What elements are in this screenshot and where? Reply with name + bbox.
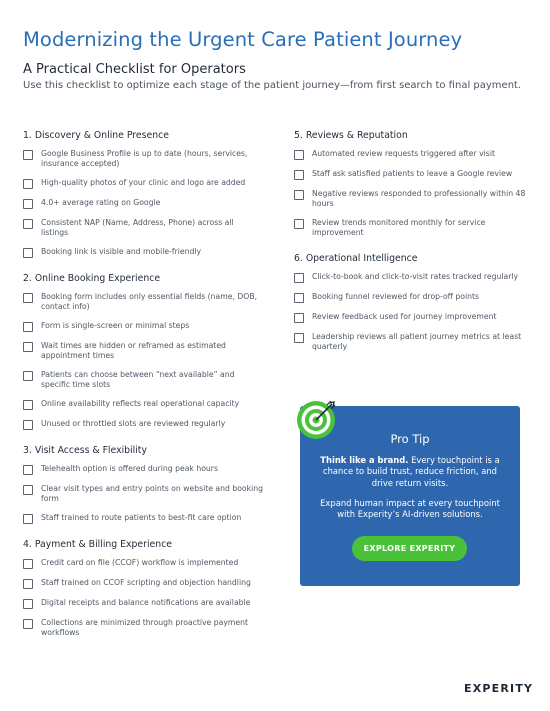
section-heading: 4. Payment & Billing Experience (23, 539, 172, 550)
pro-tip-text (314, 455, 506, 489)
checkbox[interactable] (294, 150, 304, 160)
checkbox[interactable] (23, 420, 33, 430)
target-icon (296, 400, 336, 440)
checklist-item (294, 218, 530, 238)
checklist-section (294, 253, 530, 352)
checklist-section (294, 130, 530, 238)
checkbox[interactable] (294, 190, 304, 200)
experity-logo: EXPERITY (464, 682, 534, 695)
checklist-item-label: Credit card on file (CCOF) workflow is implemented (41, 558, 239, 567)
checklist-item-label: Unused or throttled slots are reviewed regularly (41, 419, 226, 428)
pro-tip-lead-rest: Every touchpoint is a chance to build trust, reduce friction, and drive return visits. (322, 455, 500, 488)
checklist-item (294, 312, 530, 323)
checklist-item-label: Staff trained to route patients to best-fit care option (41, 513, 242, 522)
checklist-item (23, 399, 263, 410)
section-heading: 1. Discovery & Online Presence (23, 130, 169, 141)
checklist-item (23, 598, 263, 609)
checklist-item (23, 370, 263, 390)
checklist-item (23, 341, 263, 361)
checklist-item-label: Digital receipts and balance notifications are available (41, 598, 251, 607)
checkbox[interactable] (23, 322, 33, 332)
checkbox[interactable] (23, 619, 33, 629)
checklist-item (23, 464, 263, 475)
checklist-item-label: Booking funnel reviewed for drop-off points (312, 292, 480, 301)
checklist-item (23, 292, 263, 312)
checklist-item-label: Clear visit types and entry points on website and booking form (41, 484, 263, 503)
checkbox[interactable] (23, 248, 33, 258)
checklist-item-label: Negative reviews responded to professionally within 48 hours (312, 189, 526, 208)
checklist-item-label: Booking form includes only essential fields (name, DOB, contact info) (41, 292, 258, 311)
checklist-item (23, 247, 263, 258)
checkbox[interactable] (23, 400, 33, 410)
checkbox[interactable] (23, 579, 33, 589)
checkbox[interactable] (23, 559, 33, 569)
checklist-item-label: Consistent NAP (Name, Address, Phone) across all listings (41, 218, 234, 237)
checklist-section (23, 445, 263, 524)
checklist-item (23, 218, 263, 238)
checkbox[interactable] (23, 293, 33, 303)
checklist-item-label: Telehealth option is offered during peak hours (41, 464, 218, 473)
section-heading: 5. Reviews & Reputation (294, 130, 408, 141)
checklist-item (23, 198, 263, 209)
checklist-item (294, 292, 530, 303)
checklist-item-label: Review feedback used for journey improvement (312, 312, 497, 321)
checklist-item-label: Leadership reviews all patient journey metrics at least quarterly (312, 332, 522, 351)
checklist-item-label: Online availability reflects real operational capacity (41, 399, 240, 408)
checkbox[interactable] (294, 293, 304, 303)
checkbox[interactable] (23, 514, 33, 524)
checklist-item-label: Form is single-screen or minimal steps (41, 321, 190, 330)
checkbox[interactable] (23, 342, 33, 352)
pro-tip-title: Pro Tip (390, 432, 430, 446)
section-heading: 3. Visit Access & Flexibility (23, 445, 147, 456)
checklist-item (294, 189, 530, 209)
checklist-item-label: Staff trained on CCOF scripting and objection handling (41, 578, 251, 587)
checklist-item-label: Collections are minimized through proactive payment workflows (41, 618, 248, 637)
checklist-item (23, 578, 263, 589)
checklist-item-label: Wait times are hidden or reframed as estimated appointment times (41, 341, 226, 360)
checklist-section (23, 130, 263, 258)
section-heading: 6. Operational Intelligence (294, 253, 418, 264)
page-subtitle: A Practical Checklist for Operators (23, 62, 246, 77)
checklist-item (23, 484, 263, 504)
checklist-item-label: High-quality photos of your clinic and logo are added (41, 178, 246, 187)
checkbox[interactable] (23, 371, 33, 381)
checkbox[interactable] (23, 179, 33, 189)
explore-experity-button[interactable]: EXPLORE EXPERITY (352, 536, 467, 561)
checklist-item (23, 513, 263, 524)
checklist-item (294, 169, 530, 180)
checklist-item (294, 332, 530, 352)
checklist-item (294, 272, 530, 283)
section-heading: 2. Online Booking Experience (23, 273, 161, 284)
checkbox[interactable] (23, 485, 33, 495)
left-column (23, 130, 263, 653)
checklist-item-label: Google Business Profile is up to date (hours, services, insurance accepted) (41, 149, 248, 168)
checklist-item (23, 321, 263, 332)
checklist-item-label: Click-to-book and click-to-visit rates tracked regularly (312, 272, 519, 281)
checkbox[interactable] (294, 313, 304, 323)
checkbox[interactable] (23, 150, 33, 160)
checklist-item (294, 149, 530, 160)
checklist-item (23, 618, 263, 638)
checklist-item-label: Booking link is visible and mobile-friendly (41, 247, 202, 256)
checkbox[interactable] (23, 219, 33, 229)
checklist-item-label: Review trends monitored monthly for service improvement (312, 218, 486, 237)
checklist-item (23, 419, 263, 430)
checklist-item-label: 4.0+ average rating on Google (41, 198, 161, 207)
checkbox[interactable] (23, 465, 33, 475)
checklist-item-label: Automated review requests triggered after visit (312, 149, 495, 158)
right-column (294, 130, 530, 367)
checkbox[interactable] (294, 170, 304, 180)
checklist-section (23, 273, 263, 430)
checklist-item (23, 558, 263, 569)
checkbox[interactable] (23, 199, 33, 209)
checklist-item (23, 149, 263, 169)
pro-tip-lead: Think like a brand. (320, 455, 409, 465)
checklist-item-label: Patients can choose between “next available” and specific time slots (41, 370, 235, 389)
checklist-section (23, 539, 263, 638)
page-title: Modernizing the Urgent Care Patient Journey (23, 28, 463, 51)
intro-text: Use this checklist to optimize each stage of the patient journey—from first search to final payment. (23, 80, 522, 91)
checklist-item (23, 178, 263, 189)
pro-tip-cta-text: Expand human impact at every touchpoint with Experity’s AI-driven solutions. (320, 498, 500, 520)
checklist-item-label: Staff ask satisfied patients to leave a Google review (312, 169, 513, 178)
checkbox[interactable] (294, 273, 304, 283)
checkbox[interactable] (294, 333, 304, 343)
checkbox[interactable] (294, 219, 304, 229)
checkbox[interactable] (23, 599, 33, 609)
